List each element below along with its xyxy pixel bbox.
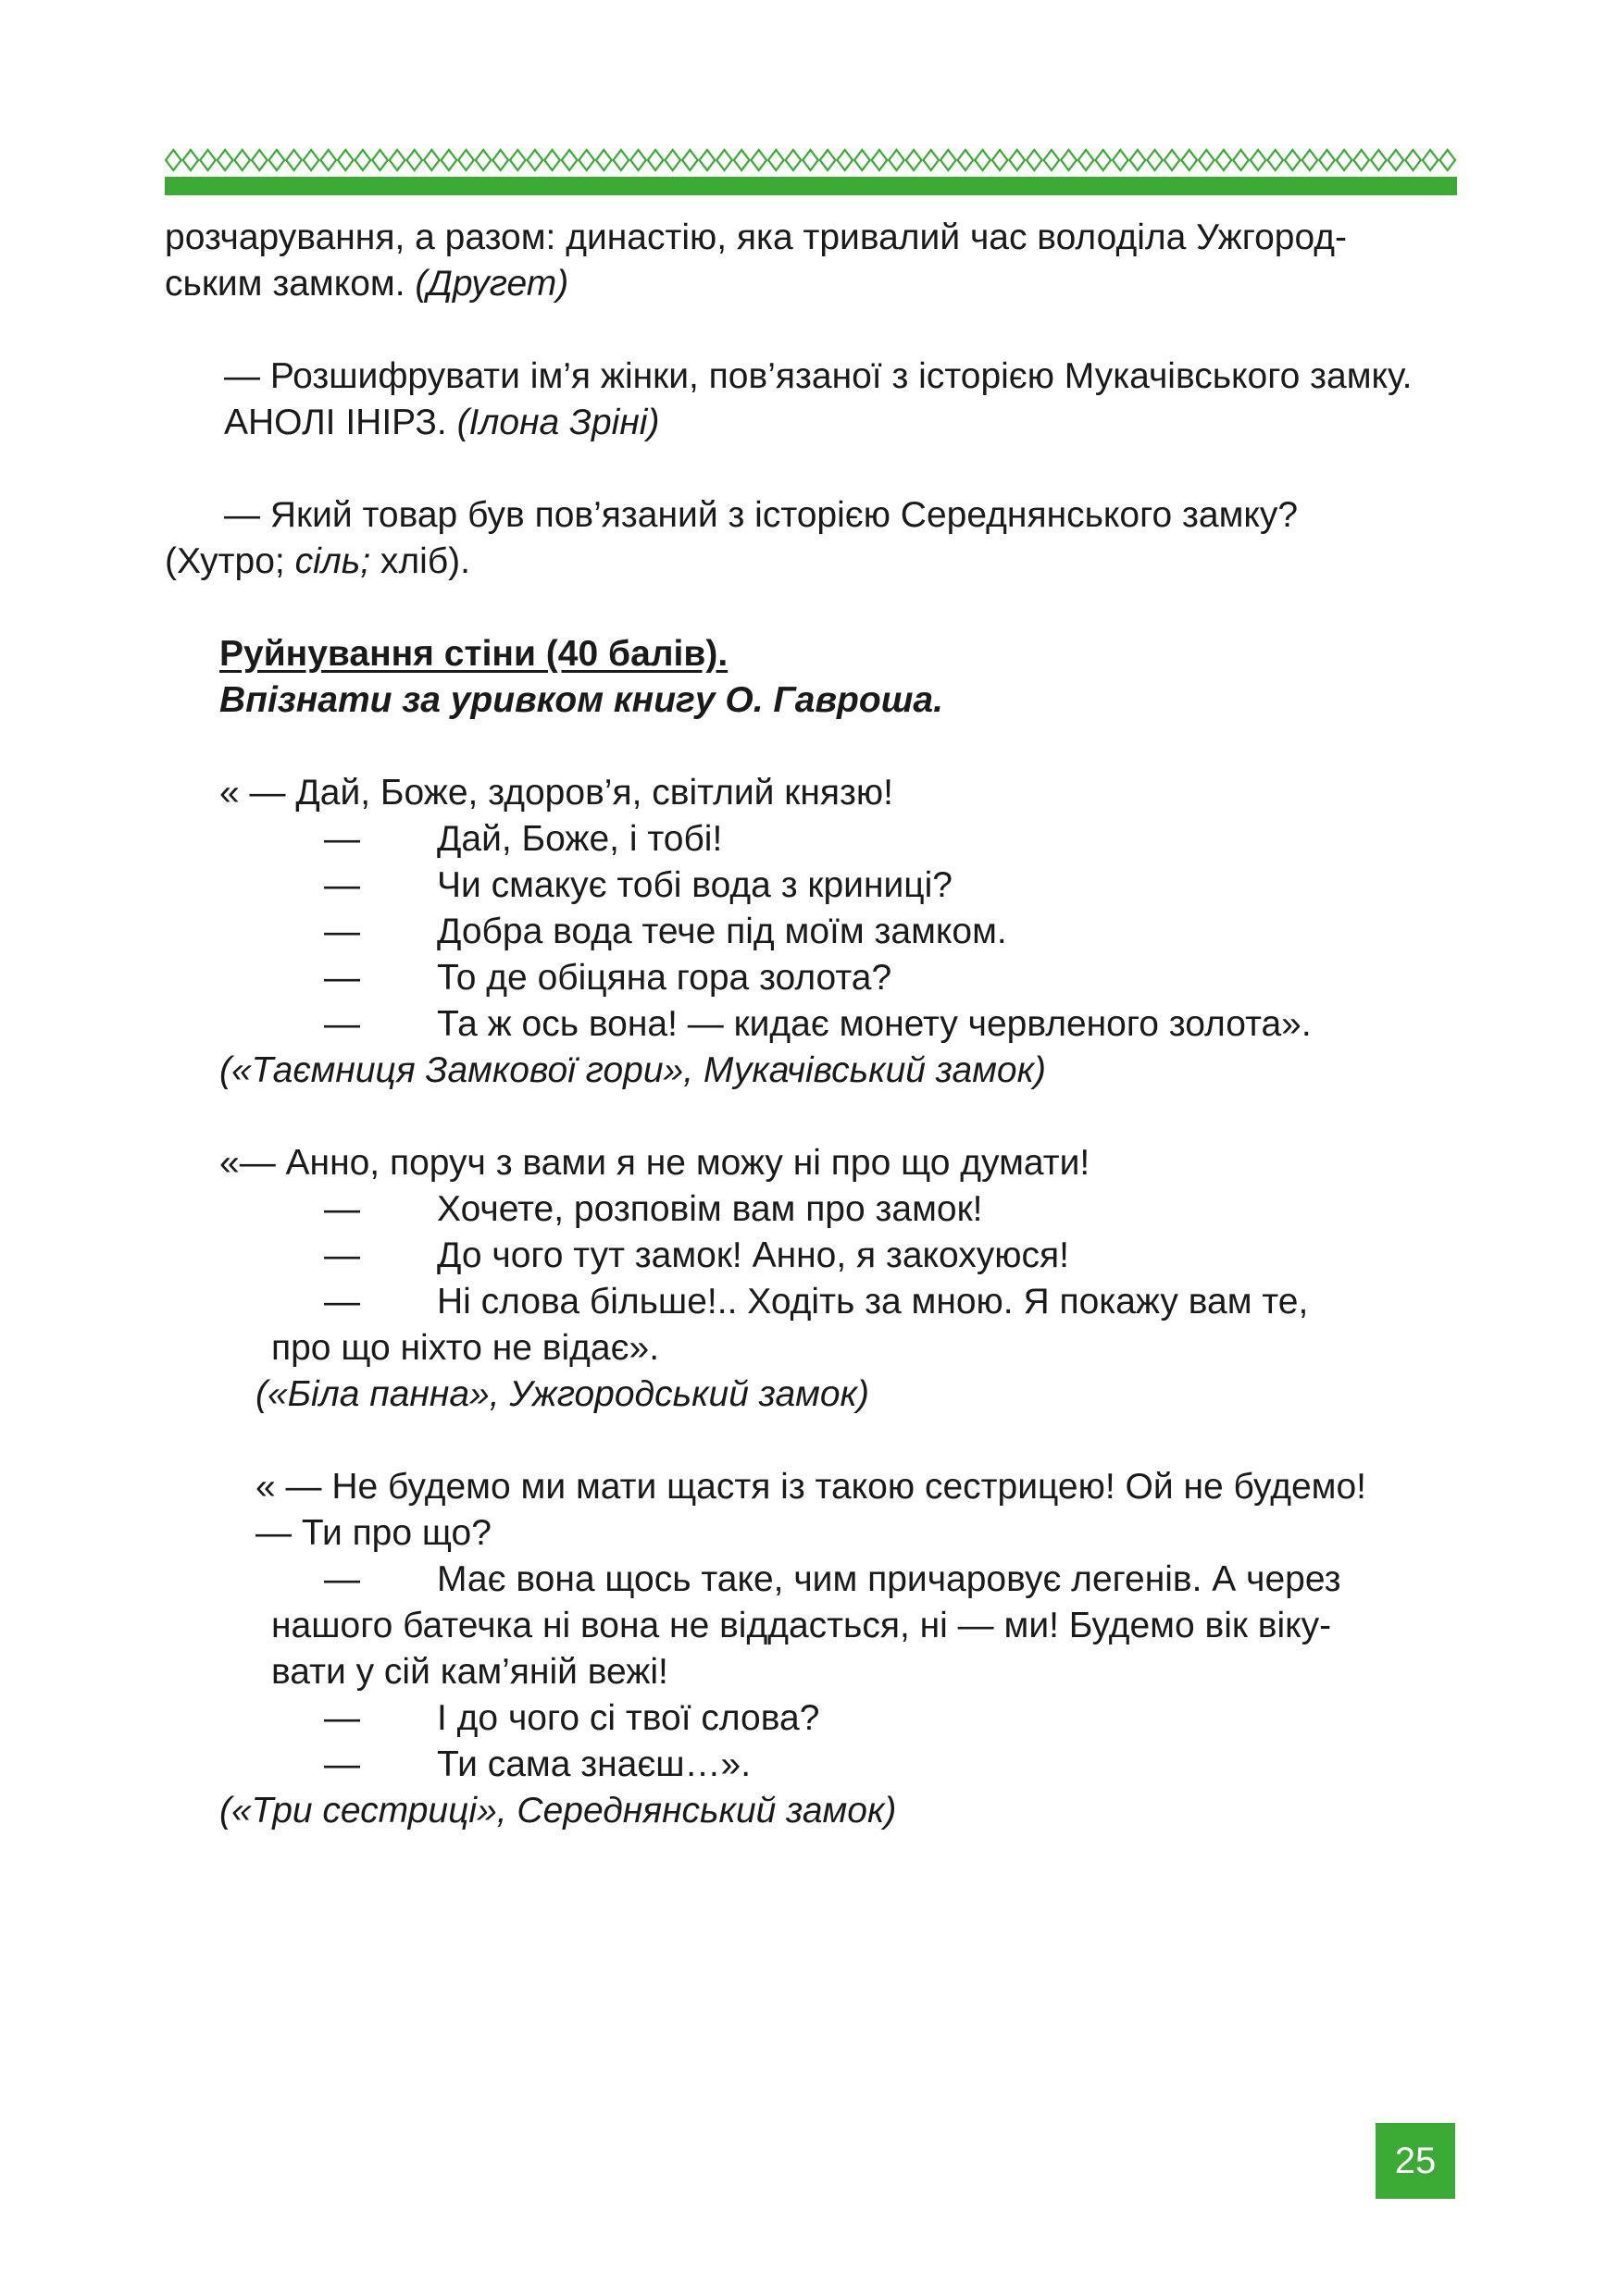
diamond-shape (958, 150, 974, 170)
diamond-shape (1095, 150, 1111, 170)
diamond-shape (476, 150, 492, 170)
dialogue-text: І до чого сі твої слова? (437, 1698, 820, 1738)
diamond-shape (286, 150, 302, 170)
excerpt-2-continuation: про що ніхто не відає». (271, 1328, 660, 1368)
dialogue-dash: — (324, 865, 360, 905)
dialogue-dash: — (324, 819, 360, 859)
diamond-shape (1147, 150, 1163, 170)
diamond-shape (1371, 150, 1387, 170)
dialogue-line (165, 1279, 1457, 1325)
diamond-shape (596, 150, 612, 170)
diamond-shape (648, 150, 664, 170)
excerpt-2 (165, 1140, 1457, 1418)
question-2: — Який товар був пов’язаний з історією Середнянського замку? (224, 495, 1299, 535)
dialogue-dash: — (324, 1004, 360, 1044)
diamond-shape (975, 150, 990, 170)
page-number: 25 (1376, 2123, 1455, 2199)
diamond-shape (458, 150, 474, 170)
excerpt-3-opening: « — Не будемо ми мати щастя із такою сестрицею! Ой не будемо! (255, 1467, 1366, 1507)
diamond-shape (1319, 150, 1335, 170)
diamond-shape (682, 150, 698, 170)
diamond-shape (579, 150, 594, 170)
diamond-shape (1405, 150, 1421, 170)
excerpt-3 (165, 1464, 1457, 1834)
excerpt-1 (165, 770, 1457, 1094)
dialogue-text: Ти сама знаєш…». (437, 1744, 752, 1784)
diamond-shape (200, 150, 216, 170)
dialogue-dash: — (324, 958, 360, 998)
diamond-shape (940, 150, 956, 170)
diamond-shape (1009, 150, 1025, 170)
diamond-shape (734, 150, 750, 170)
diamond-shape (803, 150, 818, 170)
dialogue-dash: — (324, 1698, 360, 1738)
options-close: хліб). (370, 541, 470, 581)
diamond-shape (923, 150, 939, 170)
diamond-shape (442, 150, 457, 170)
diamond-shape (269, 150, 285, 170)
diamond-shape (665, 150, 680, 170)
diamond-shape (1027, 150, 1042, 170)
section-title: Руйнування стіни (40 балів). (219, 634, 729, 674)
diamond-shape (1216, 150, 1232, 170)
excerpt-3-second: — Ти про що? (255, 1513, 492, 1553)
diamond-shape (304, 150, 319, 170)
diamond-shape (510, 150, 526, 170)
diamond-shape (992, 150, 1008, 170)
dialogue-line (165, 1557, 1457, 1603)
dialogue-line (165, 1233, 1457, 1279)
clue-text: АНОЛІ ІНІРЗ. (224, 403, 457, 442)
excerpt-2-opening: «— Анно, поруч з вами я не можу ні про що думати! (219, 1143, 1090, 1183)
diamond-shape (630, 150, 646, 170)
question-2-options (165, 539, 1457, 585)
diamond-shape (320, 150, 336, 170)
dialogue-text: Дай, Боже, і тобі! (437, 819, 723, 859)
dialogue-dash: — (324, 1282, 360, 1322)
diamond-shape (700, 150, 716, 170)
diamond-shape (751, 150, 766, 170)
diamond-shape (1353, 150, 1369, 170)
diamond-shape (1389, 150, 1404, 170)
dialogue-text: До чого тут замок! Анно, я закохуюся! (437, 1235, 1070, 1275)
diamond-shape (166, 150, 181, 170)
dialogue-text: Добра вода тече під моїм замком. (437, 912, 1007, 951)
dialogue-line (165, 909, 1457, 955)
diamond-shape (1164, 150, 1180, 170)
diamond-shape (1337, 150, 1352, 170)
dialogue-dash: — (324, 1189, 360, 1229)
diamond-shape (614, 150, 629, 170)
options-correct: сіль; (294, 541, 371, 581)
diamond-shape (768, 150, 784, 170)
diamond-shape (390, 150, 405, 170)
dialogue-line (165, 816, 1457, 863)
diamond-shape (406, 150, 422, 170)
diamond-shape (1113, 150, 1128, 170)
diamond-shape (889, 150, 904, 170)
diamond-shape (234, 150, 250, 170)
excerpt-3-source: («Три сестриці», Середнянський замок) (219, 1791, 897, 1831)
diamond-shape (1302, 150, 1318, 170)
dialogue-text: То де обіцяна гора золота? (437, 958, 892, 998)
diamond-shape (786, 150, 802, 170)
diamond-shape (183, 150, 199, 170)
excerpt-2-source: («Біла панна», Ужгородський замок) (255, 1374, 869, 1414)
diamond-shape (1267, 150, 1283, 170)
diamond-shape (338, 150, 354, 170)
diamond-shape (218, 150, 233, 170)
dialogue-line (165, 1001, 1457, 1048)
diamond-shape (424, 150, 440, 170)
diamond-shape (872, 150, 888, 170)
question-1-clue (165, 400, 1457, 446)
intro-answer: (Другет) (415, 264, 569, 304)
diamond-shape (837, 150, 853, 170)
header-bar (165, 177, 1457, 195)
dialogue-line (165, 955, 1457, 1001)
diamond-shape (716, 150, 732, 170)
dialogue-line (165, 1695, 1457, 1742)
diamond-shape (854, 150, 870, 170)
excerpt-3-cont-2: вати у сій кам’яній вежі! (271, 1652, 668, 1692)
diamond-shape (355, 150, 371, 170)
diamond-shape (1061, 150, 1077, 170)
diamond-shape (372, 150, 388, 170)
diamond-shape (820, 150, 836, 170)
page-content (165, 215, 1457, 1834)
intro-line1: розчарування, а разом: династію, яка тривалий час володіла Ужгород- (165, 217, 1348, 257)
dialogue-line (165, 1186, 1457, 1233)
diamond-shape (1251, 150, 1266, 170)
dialogue-dash: — (324, 1235, 360, 1275)
diamond-shape (528, 150, 543, 170)
dialogue-line (165, 863, 1457, 909)
dialogue-dash: — (324, 1559, 360, 1599)
dialogue-dash: — (324, 912, 360, 951)
excerpt-3-cont-1: нашого батечка ні вона не віддасться, ні — ми! Будемо вік віку- (271, 1606, 1332, 1645)
diamond-shape (1044, 150, 1060, 170)
diamond-shape (1285, 150, 1301, 170)
dialogue-text: Чи смакує тобі вода з криниці? (437, 865, 953, 905)
diamond-shape (1233, 150, 1249, 170)
clue-answer: (Ілона Зріні) (456, 403, 660, 442)
diamond-shape (1423, 150, 1438, 170)
section-subtitle: Впізнати за уривком книгу О. Гавроша. (219, 680, 943, 720)
diamond-shape (1199, 150, 1214, 170)
diamond-shape (1078, 150, 1094, 170)
header-ornament (165, 148, 1457, 172)
options-open: (Хутро; (165, 541, 295, 581)
diamond-shape (492, 150, 508, 170)
diamond-shape (1439, 150, 1455, 170)
intro-paragraph (165, 215, 1457, 307)
dialogue-line (165, 1742, 1457, 1788)
question-1: — Розшифрувати ім’я жінки, пов’язаної з історією Мукачівського замку. (224, 356, 1413, 396)
intro-line2: ським замком. (165, 264, 416, 304)
diamond-shape (252, 150, 268, 170)
dialogue-text: Ні слова більше!.. Ходіть за мною. Я покажу вам те, (437, 1282, 1309, 1322)
diamond-shape (1181, 150, 1197, 170)
dialogue-text: Має вона щось таке, чим причаровує легенів. А через (437, 1559, 1341, 1599)
excerpt-1-source: («Таємниця Замкової гори», Мукачівський замок) (219, 1050, 1047, 1090)
diamond-shape (562, 150, 578, 170)
diamond-shape (544, 150, 560, 170)
dialogue-dash: — (324, 1744, 360, 1784)
excerpt-1-opening: « — Дай, Боже, здоров’я, світлий князю! (219, 773, 893, 813)
diamond-shape (1130, 150, 1146, 170)
dialogue-text: Та ж ось вона! — кидає монету червленого золота». (437, 1004, 1312, 1044)
dialogue-text: Хочете, розповім вам про замок! (437, 1189, 983, 1229)
diamond-shape (906, 150, 922, 170)
